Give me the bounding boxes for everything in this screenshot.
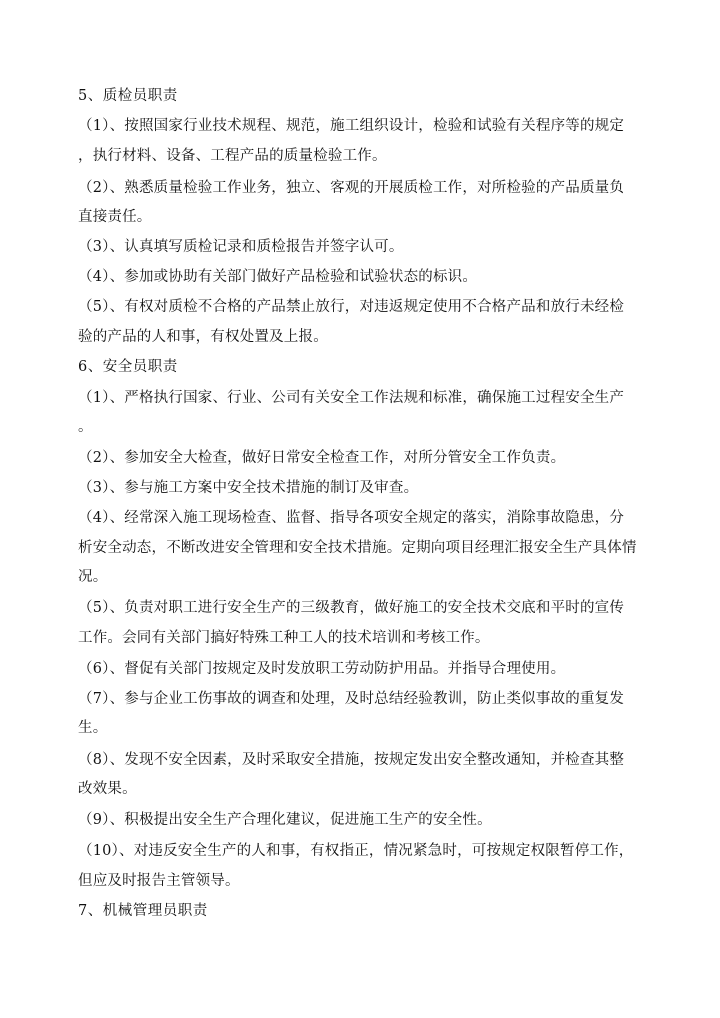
- paragraph-line: 况。: [78, 569, 108, 585]
- paragraph-line: 改效果。: [78, 781, 137, 797]
- paragraph-line: （2）、熟悉质量检验工作业务，独立、客观的开展质检工作，对所检验的产品质量负: [78, 180, 625, 196]
- paragraph-line: 析安全动态，不断改进安全管理和安全技术措施。定期向项目经理汇报安全生产具体情: [78, 540, 637, 556]
- paragraph-line: （6）、督促有关部门按规定及时发放职工劳动防护用品。并指导合理使用。: [78, 661, 566, 677]
- paragraph-line: （2）、参加安全大检查，做好日常安全检查工作，对所分管安全工作负责。: [78, 450, 566, 466]
- paragraph-line: （8）、发现不安全因素，及时采取安全措施，按规定发出安全整改通知，并检查其整: [78, 752, 625, 768]
- paragraph-line: （7）、参与企业工伤事故的调查和处理，及时总结经验教训，防止类似事故的重复发: [78, 691, 625, 707]
- paragraph-line: （3）、认真填写质检记录和质检报告并签字认可。: [78, 239, 404, 255]
- paragraph-line: 工作。会同有关部门搞好特殊工种工人的技术培训和考核工作。: [78, 630, 490, 646]
- paragraph-line: （10）、对违反安全生产的人和事，有权指正，情况紧急时，可按规定权限暂停工作，: [78, 843, 634, 859]
- paragraph-line: （1）、按照国家行业技术规程、规范，施工组织设计，检验和试验有关程序等的规定: [78, 118, 625, 134]
- paragraph-line: 但应及时报告主管领导。: [78, 873, 240, 889]
- paragraph-line: 生。: [78, 720, 108, 736]
- paragraph-line: ，执行材料、设备、工程产品的质量检验工作。: [78, 148, 387, 164]
- paragraph-line: （5）、负责对职工进行安全生产的三级教育，做好施工的安全技术交底和平时的宣传: [78, 600, 625, 616]
- section-heading: 6、安全员职责: [78, 359, 178, 375]
- paragraph-line: （5）、有权对质检不合格的产品禁止放行，对违返规定使用不合格产品和放行未经检: [78, 299, 625, 315]
- section-heading: 5、质检员职责: [78, 88, 178, 104]
- paragraph-line: 直接责任。: [78, 209, 152, 225]
- section-heading: 7、机械管理员职责: [78, 903, 208, 919]
- paragraph-line: 。: [78, 419, 93, 435]
- paragraph-line: （4）、参加或协助有关部门做好产品检验和试验状态的标识。: [78, 269, 478, 285]
- paragraph-line: （9）、积极提出安全生产合理化建议，促进施工生产的安全性。: [78, 812, 492, 828]
- paragraph-line: 验的产品的人和事，有权处置及上报。: [78, 329, 328, 345]
- paragraph-line: （4）、经常深入施工现场检查、监督、指导各项安全规定的落实，消除事故隐患，分: [78, 510, 625, 526]
- paragraph-line: （3）、参与施工方案中安全技术措施的制订及审查。: [78, 480, 419, 496]
- paragraph-line: （1）、严格执行国家、行业、公司有关安全工作法规和标准，确保施工过程安全生产: [78, 390, 625, 406]
